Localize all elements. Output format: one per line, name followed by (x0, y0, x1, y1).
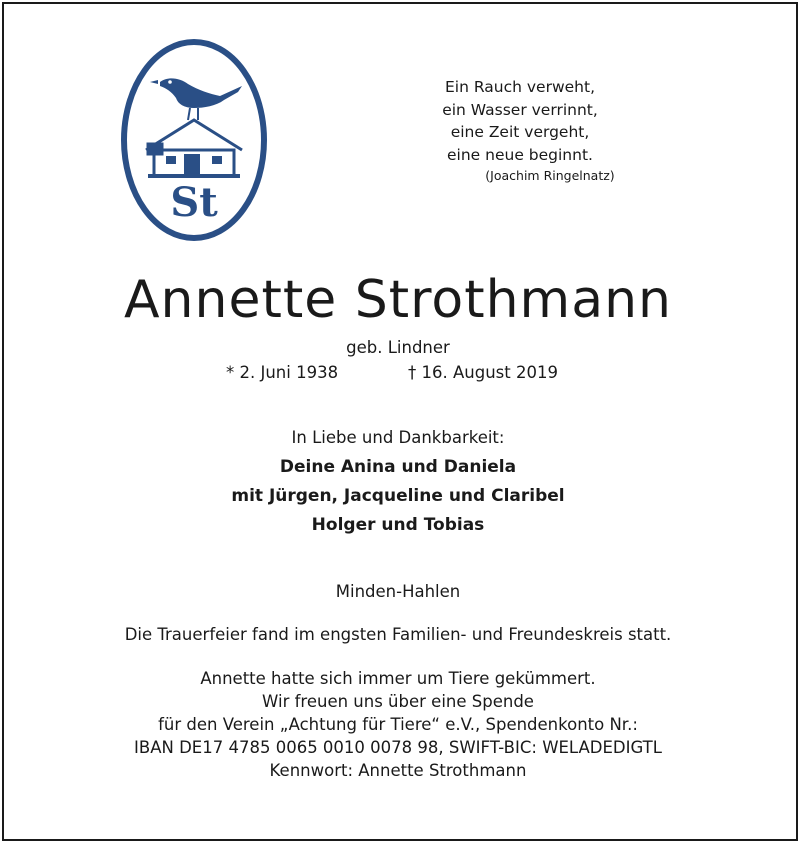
birth-date: * 2. Juni 1938 (226, 363, 339, 382)
life-dates (0, 363, 796, 385)
birth-name: geb. Lindner (346, 338, 450, 357)
poem-author: (Joachim Ringelnatz) (485, 168, 615, 183)
mourners-intro: In Liebe und Dankbarkeit: (291, 428, 505, 447)
donation-line: Wir freuen uns über eine Spende (262, 692, 534, 711)
poem (400, 76, 640, 186)
mourner-line: Holger und Tobias (311, 515, 485, 535)
donation-line: für den Verein „Achtung für Tiere“ e.V., Spendenkonto Nr.: (158, 715, 638, 734)
logo-monogram: St (170, 179, 218, 226)
family-emblem-logo (118, 38, 270, 242)
deceased-name: Annette Strothmann (123, 270, 672, 330)
donation-iban: IBAN DE17 4785 0065 0010 0078 98, SWIFT-BIC: WELADEDIGTL (134, 738, 662, 757)
location: Minden-Hahlen (335, 582, 461, 601)
poem-line: eine Zeit vergeht, (450, 123, 590, 141)
poem-line: ein Wasser verrinnt, (442, 100, 598, 119)
donation-keyword: Kennwort: Annette Strothmann (269, 761, 527, 780)
mourner-line: mit Jürgen, Jacqueline und Claribel (231, 486, 565, 506)
poem-line: Ein Rauch verweht, (445, 78, 595, 96)
ceremony-note: Die Trauerfeier fand im engsten Familien- und Freundeskreis statt. (124, 625, 672, 644)
mourner-line: Deine Anina und Daniela (279, 457, 517, 477)
poem-line: eine neue beginnt. (447, 145, 593, 164)
donation-line: Annette hatte sich immer um Tiere gekümmert. (200, 669, 596, 688)
bird-icon (150, 78, 242, 120)
death-date: † 16. August 2019 (408, 363, 558, 382)
